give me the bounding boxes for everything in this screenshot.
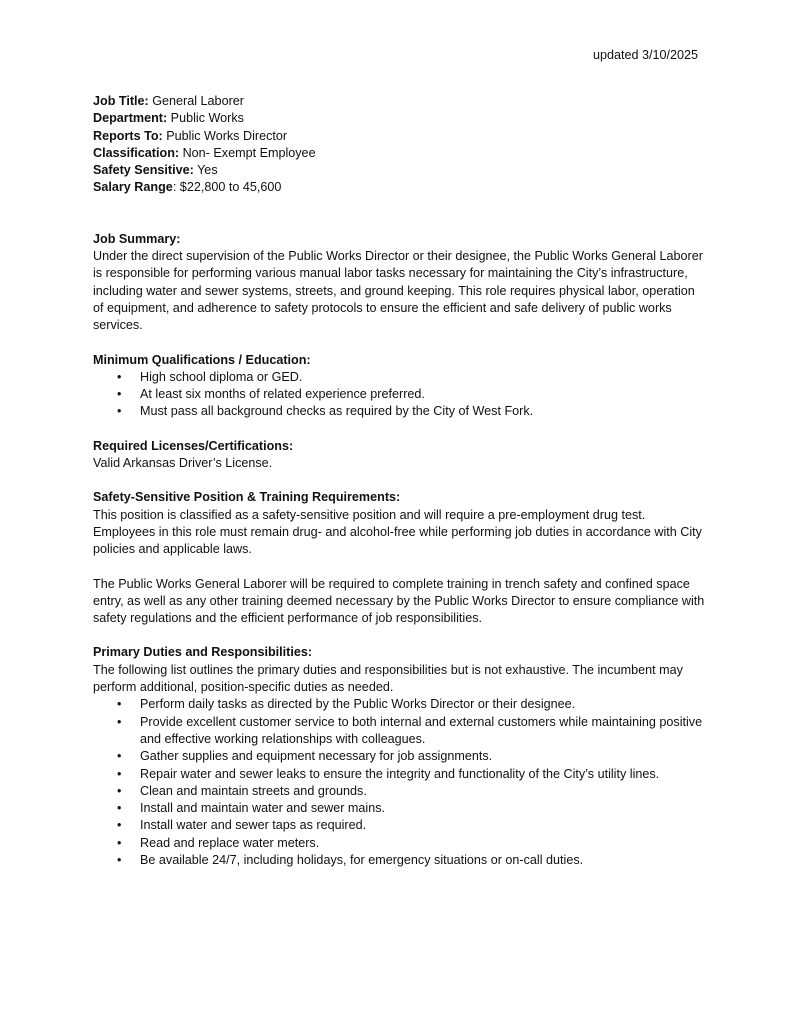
section-text: Valid Arkansas Driver’s License. [93,456,273,471]
section-heading: Safety-Sensitive Position & Training Requirements: [93,490,401,505]
field-safety-sensitive [93,162,705,179]
list-item: • Repair water and sewer leaks to ensure the integrity and functionality of the City’s utility lines. [93,766,705,783]
bullet-icon: • [117,766,122,781]
section-duties [93,644,705,869]
section-qualifications [93,352,705,421]
list-item: • Provide excellent customer service to both internal and external customers while maintaining positive and effective working relationships with colleagues. [117,714,703,746]
field-value: : $22,800 to 45,600 [172,180,282,195]
list-item: • Install and maintain water and sewer mains. [93,800,705,817]
list-item: • Perform daily tasks as directed by the Public Works Director or their designee. [93,696,705,713]
bullet-icon: • [117,697,122,712]
qualifications-list [93,369,705,421]
section-heading: Minimum Qualifications / Education: [93,352,311,367]
duties-list [93,696,705,869]
list-item: • Install water and sewer taps as required. [93,817,705,834]
field-salary-range [93,179,705,196]
section-heading: Primary Duties and Responsibilities: [93,645,313,660]
field-value: Public Works [167,111,244,126]
section-job-summary [93,231,705,335]
section-text: This position is classified as a safety-sensitive position and will require a pre-employment drug test. Employees in this role must remain drug- and alcohol-free while performing job duties in accordance with City policies and applicable laws. [93,507,702,557]
bullet-icon: • [117,387,122,402]
list-item: • Be available 24/7, including holidays, for emergency situations or on-call duties. [93,852,705,869]
field-label: Salary Range [93,180,173,195]
section-licenses [93,438,705,473]
section-heading: Required Licenses/Certifications: [93,438,294,453]
updated-date: updated 3/10/2025 [592,48,698,62]
field-label: Classification: [93,145,180,160]
list-item: • At least six months of related experience preferred. [93,386,705,403]
section-text: The Public Works General Laborer will be required to complete training in trench safety and confined space entry, as well as any other training deemed necessary by the Public Works Director to ensure compliance with safety regulations and the efficient performance of job responsibilities. [93,576,705,626]
section-text: The following list outlines the primary duties and responsibilities but is not exhaustive. The incumbent may perform additional, position-specific duties as needed. [93,662,683,695]
list-item: • Clean and maintain streets and grounds. [93,783,705,800]
bullet-icon: • [117,818,122,833]
list-item: • Gather supplies and equipment necessary for job assignments. [93,748,705,765]
field-value: General Laborer [148,94,244,108]
field-reports-to [93,128,705,145]
bullet-icon: • [117,835,122,850]
field-value: Yes [193,163,218,178]
job-description [93,93,705,869]
bullet-icon: • [117,852,122,867]
section-safety [93,489,705,627]
section-heading: Job Summary: [93,231,181,246]
bullet-icon: • [117,801,122,816]
list-item: • Must pass all background checks as required by the City of West Fork. [93,403,705,420]
field-value: Public Works Director [162,128,288,143]
section-text: Under the direct supervision of the Public Works Director or their designee, the Public Works General Laborer is responsible for performing various manual labor tasks necessary for maintaining the City’s infrastructure, including water and sewer systems, streets, and ground keeping. This role requires physical labor, operation of equipment, and adherence to safety protocols to ensure the efficient and safe delivery of public works services. [93,249,703,333]
list-item: • Read and replace water meters. [93,835,705,852]
job-fields [93,93,705,197]
field-label: Safety Sensitive: [93,163,194,178]
field-label: Job Title: [93,94,149,108]
bullet-icon: • [117,749,122,764]
field-department [93,110,705,127]
bullet-icon: • [117,714,122,729]
field-job-title [93,93,705,110]
bullet-icon: • [117,404,122,419]
bullet-icon: • [117,783,122,798]
bullet-icon: • [117,369,122,384]
field-classification [93,145,705,162]
list-item: • High school diploma or GED. [93,369,705,386]
field-label: Department: [93,111,168,126]
field-label: Reports To: [93,128,163,143]
field-value: Non- Exempt Employee [179,145,316,160]
